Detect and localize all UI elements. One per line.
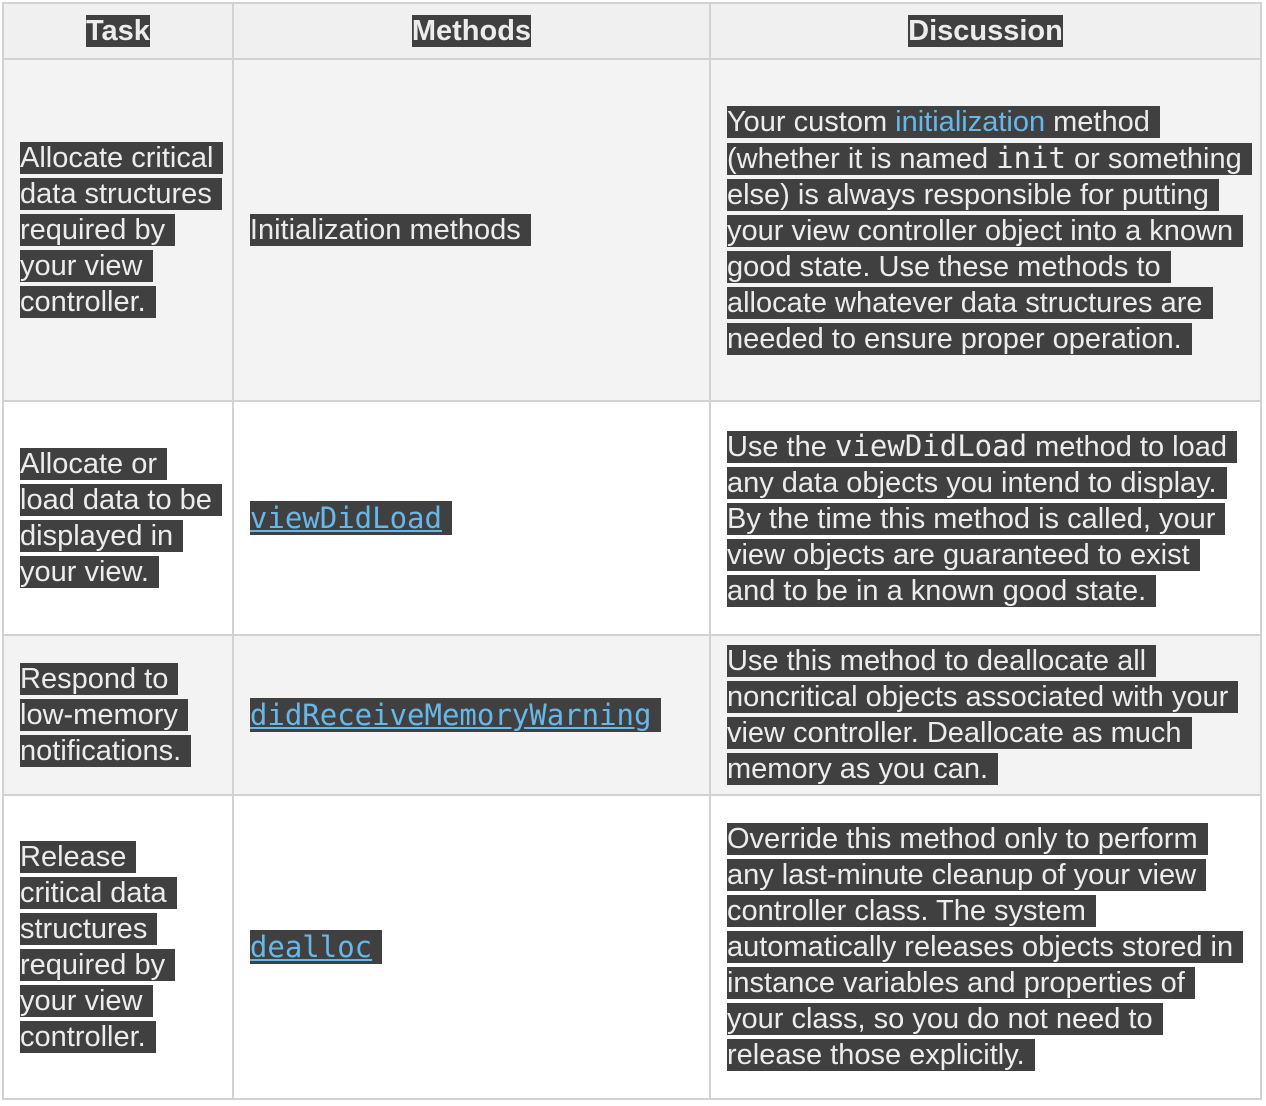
task-text: Release critical data structures required by your view controller. [20,841,177,1053]
header-row [3,3,1261,59]
task-text: Allocate critical data structures required by your view controller. [20,142,223,318]
methods-table [2,2,1262,1100]
table-row [3,635,1261,795]
method-cell [233,795,710,1099]
initialization-link[interactable]: initialization [895,105,1046,138]
method-link[interactable]: viewDidLoad [250,501,452,535]
inline-code: init [996,140,1066,175]
method-text: Initialization methods [250,214,531,246]
method-cell [233,59,710,401]
discussion-cell [710,59,1261,401]
discussion-text: Your custom initialization method (whether it is named init or something else) is always responsible for putting your view controller object into a known good state. Use these methods to allocate whatever data structures are needed to ensure proper operation. [727,106,1252,355]
task-cell [3,401,233,635]
discussion-cell [710,795,1261,1099]
method-link[interactable]: didReceiveMemoryWarning [250,698,662,732]
task-text: Allocate or load data to be displayed in your view. [20,448,222,588]
table-row [3,795,1261,1099]
header-task: Task [3,3,233,59]
header-methods: Methods [233,3,710,59]
task-cell [3,635,233,795]
header-discussion: Discussion [710,3,1261,59]
discussion-cell [710,401,1261,635]
discussion-text: Override this method only to perform any last-minute cleanup of your view controller class. The system automatically releases objects stored in instance variables and properties of your class, so you do not need to release those explicitly. [727,823,1243,1071]
discussion-text: Use this method to deallocate all noncritical objects associated with your view controller. Deallocate as much memory as you can. [727,645,1238,785]
table-row [3,59,1261,401]
discussion-text: Use the viewDidLoad method to load any data objects you intend to display. By the time this method is called, your view objects are guaranteed to exist and to be in a known good state. [727,431,1237,607]
method-cell [233,401,710,635]
method-link[interactable]: dealloc [250,930,382,964]
method-cell [233,635,710,795]
discussion-cell [710,635,1261,795]
task-cell [3,59,233,401]
task-cell [3,795,233,1099]
task-text: Respond to low-memory notifications. [20,663,191,767]
table-row [3,401,1261,635]
inline-code: viewDidLoad [834,428,1028,463]
